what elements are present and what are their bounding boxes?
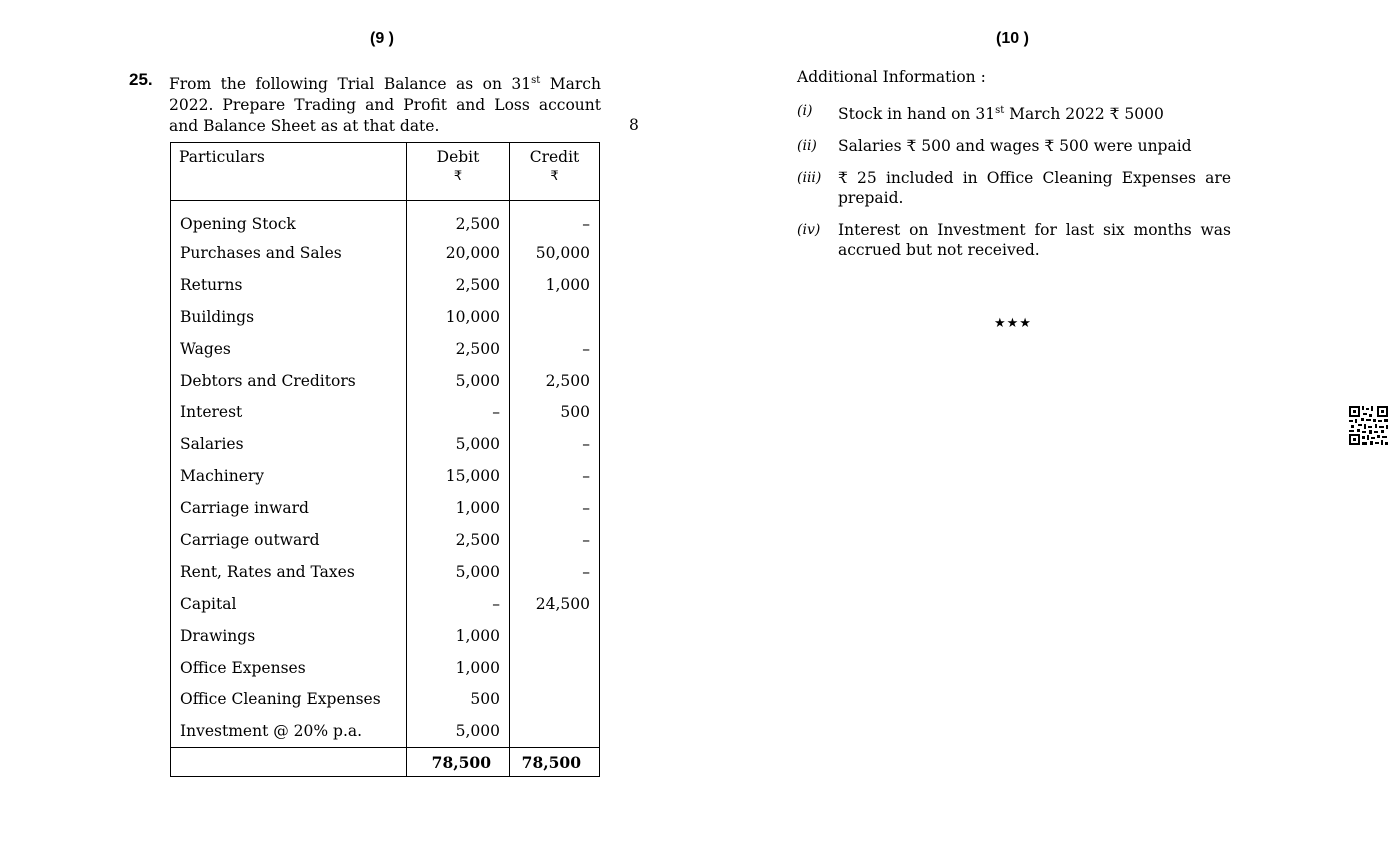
row-debit: – bbox=[407, 588, 510, 620]
row-particulars: Carriage outward bbox=[171, 524, 407, 556]
item-text-a: Stock in hand on 31 bbox=[838, 105, 996, 124]
page-number-left: (9 ) bbox=[370, 30, 394, 47]
row-debit: 1,000 bbox=[407, 620, 510, 652]
item-number: (ii) bbox=[797, 138, 817, 155]
trial-balance-table bbox=[170, 142, 600, 777]
table-header-row bbox=[171, 143, 600, 201]
row-particulars: Debtors and Creditors bbox=[171, 365, 407, 397]
header-debit bbox=[407, 143, 510, 201]
table-row bbox=[171, 333, 600, 365]
item-number: (i) bbox=[797, 103, 813, 119]
row-debit: 5,000 bbox=[407, 428, 510, 460]
row-particulars: Office Expenses bbox=[171, 652, 407, 684]
row-particulars: Interest bbox=[171, 396, 407, 428]
row-particulars: Salaries bbox=[171, 428, 407, 460]
row-debit: 500 bbox=[407, 683, 510, 715]
total-row bbox=[171, 748, 600, 777]
row-particulars: Capital bbox=[171, 588, 407, 620]
row-credit: – bbox=[510, 492, 600, 524]
table-row bbox=[171, 492, 600, 524]
header-credit bbox=[510, 143, 600, 201]
table-row bbox=[171, 428, 600, 460]
row-credit: 50,000 bbox=[510, 237, 600, 269]
table-row bbox=[171, 460, 600, 492]
row-credit: 24,500 bbox=[510, 588, 600, 620]
row-debit: 2,500 bbox=[407, 333, 510, 365]
row-debit: 10,000 bbox=[407, 301, 510, 333]
item-number: (iii) bbox=[797, 170, 822, 187]
additional-info-list bbox=[797, 101, 1231, 272]
item-text bbox=[838, 101, 1231, 124]
row-particulars: Drawings bbox=[171, 620, 407, 652]
table-body bbox=[171, 201, 600, 748]
row-credit: 500 bbox=[510, 396, 600, 428]
row-credit: – bbox=[510, 428, 600, 460]
rupee-icon: ₹ bbox=[453, 169, 463, 184]
row-debit: – bbox=[407, 396, 510, 428]
question-number: 25. bbox=[129, 70, 153, 89]
table-row bbox=[171, 715, 600, 747]
item-text: Salaries ₹ 500 and wages ₹ 500 were unpaid bbox=[838, 137, 1192, 156]
end-stars: ★★★ bbox=[994, 316, 1032, 331]
row-debit: 5,000 bbox=[407, 715, 510, 747]
row-credit bbox=[510, 715, 600, 747]
question-text-part1: From the following Trial Balance as on 31 bbox=[169, 75, 532, 94]
table-row bbox=[171, 237, 600, 269]
table-row bbox=[171, 396, 600, 428]
total-label-cell bbox=[171, 748, 407, 777]
table-row bbox=[171, 365, 600, 397]
row-debit: 5,000 bbox=[407, 365, 510, 397]
rupee-icon: ₹ bbox=[550, 169, 559, 184]
item-number: (iv) bbox=[797, 222, 821, 239]
row-particulars: Opening Stock bbox=[171, 201, 407, 238]
row-debit: 2,500 bbox=[407, 269, 510, 301]
page-number-right: (10 ) bbox=[996, 30, 1029, 47]
list-item bbox=[797, 220, 1231, 260]
list-item bbox=[797, 168, 1231, 208]
table-row bbox=[171, 588, 600, 620]
row-credit: – bbox=[510, 333, 600, 365]
table-row bbox=[171, 620, 600, 652]
list-item bbox=[797, 101, 1231, 124]
qr-code-icon bbox=[1348, 405, 1389, 446]
table-row bbox=[171, 652, 600, 684]
row-particulars: Purchases and Sales bbox=[171, 237, 407, 269]
row-debit: 5,000 bbox=[407, 556, 510, 588]
row-credit: 2,500 bbox=[510, 365, 600, 397]
row-particulars: Wages bbox=[171, 333, 407, 365]
table-row bbox=[171, 524, 600, 556]
table-row bbox=[171, 301, 600, 333]
row-particulars: Investment @ 20% p.a. bbox=[171, 715, 407, 747]
row-debit: 20,000 bbox=[407, 237, 510, 269]
question-superscript: st bbox=[531, 75, 541, 86]
question-marks: 8 bbox=[629, 116, 639, 134]
row-credit bbox=[510, 301, 600, 333]
total-credit: 78,500 bbox=[510, 748, 600, 777]
table-row bbox=[171, 201, 600, 238]
row-credit: 1,000 bbox=[510, 269, 600, 301]
row-credit bbox=[510, 683, 600, 715]
row-particulars: Office Cleaning Expenses bbox=[171, 683, 407, 715]
row-particulars: Buildings bbox=[171, 301, 407, 333]
item-text-b: March 2022 ₹ 5000 bbox=[1004, 105, 1164, 124]
row-particulars: Rent, Rates and Taxes bbox=[171, 556, 407, 588]
table-row bbox=[171, 683, 600, 715]
row-debit: 2,500 bbox=[407, 201, 510, 238]
row-credit bbox=[510, 620, 600, 652]
row-particulars: Carriage inward bbox=[171, 492, 407, 524]
row-debit: 1,000 bbox=[407, 652, 510, 684]
item-superscript: st bbox=[995, 105, 1005, 116]
additional-info-heading: Additional Information : bbox=[797, 68, 986, 86]
item-text: Interest on Investment for last six months was accrued but not received. bbox=[838, 221, 1231, 260]
row-credit bbox=[510, 652, 600, 684]
row-debit: 2,500 bbox=[407, 524, 510, 556]
header-particulars: Particulars bbox=[171, 143, 407, 201]
header-debit-label: Debit bbox=[436, 148, 480, 166]
row-credit: – bbox=[510, 460, 600, 492]
row-credit: – bbox=[510, 201, 600, 238]
item-text: ₹ 25 included in Office Cleaning Expenses are prepaid. bbox=[838, 169, 1231, 208]
row-credit: – bbox=[510, 524, 600, 556]
table-row bbox=[171, 556, 600, 588]
header-credit-label: Credit bbox=[529, 148, 580, 166]
row-particulars: Machinery bbox=[171, 460, 407, 492]
row-credit: – bbox=[510, 556, 600, 588]
row-particulars: Returns bbox=[171, 269, 407, 301]
row-debit: 15,000 bbox=[407, 460, 510, 492]
row-debit: 1,000 bbox=[407, 492, 510, 524]
list-item bbox=[797, 136, 1231, 156]
question-text-part2: March 2022. Prepare Trading and Profit and Loss account and Balance Sheet as at that date. bbox=[169, 75, 601, 136]
total-debit: 78,500 bbox=[407, 748, 510, 777]
table-row bbox=[171, 269, 600, 301]
question-text bbox=[169, 70, 601, 137]
